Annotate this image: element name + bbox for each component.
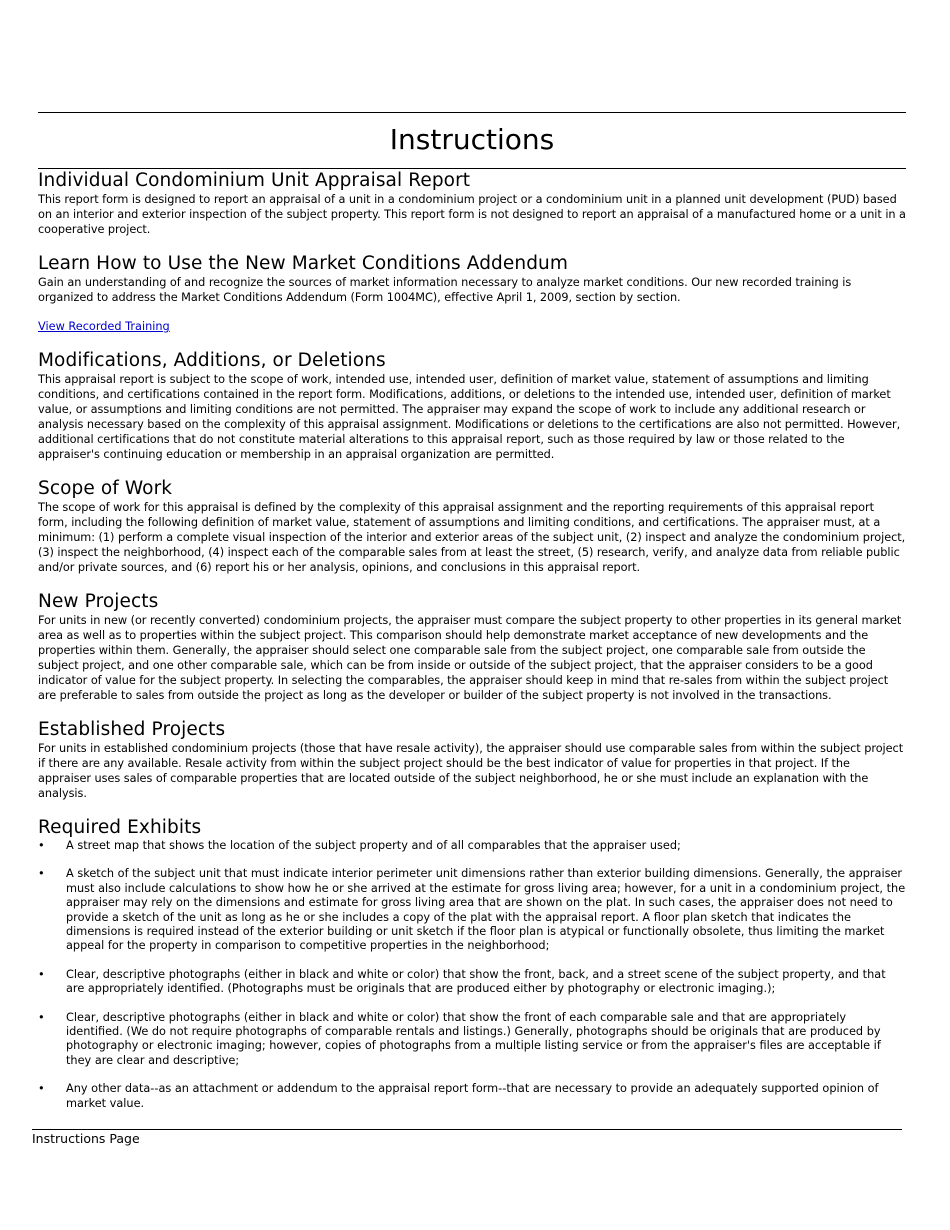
section-scope-of-work xyxy=(38,478,906,575)
section-heading: Scope of Work xyxy=(38,478,173,499)
title-divider xyxy=(38,168,906,169)
page-footer xyxy=(32,1129,902,1146)
section-required-exhibits xyxy=(38,817,906,1111)
section-market-conditions xyxy=(38,253,906,334)
footer-label: Instructions Page xyxy=(32,1131,140,1146)
section-body: This appraisal report is subject to the scope of work, intended use, intended user, definition of market value, statement of assumptions and limiting conditions, and certifications contained in the report form. Modifications, additions, or deletions to the intended use, intended user, definition of market value, or assumptions and limiting conditions are not permitted. The appraiser may expand the scope of work to include any additional research or analysis necessary based on the complexity of this appraisal assignment. Modifications or deletions to the certifications are also not permitted. However, additional certifications that do not constitute material alterations to this appraisal report, such as those required by law or those related to the appraiser's continuing education or membership in an appraisal organization are permitted. xyxy=(38,373,901,461)
section-heading: Modifications, Additions, or Deletions xyxy=(38,350,386,371)
list-item-text: Clear, descriptive photographs (either in black and white or color) that show the front, back, and a street scene of the subject property, and that are appropriately identified. (Photographs must be originals that are produced either by photography or electronic imaging.); xyxy=(66,967,886,996)
section-report-description xyxy=(38,170,906,237)
list-item xyxy=(38,1082,906,1111)
section-heading: New Projects xyxy=(38,591,159,612)
list-item xyxy=(38,867,906,953)
section-heading: Learn How to Use the New Market Conditions Addendum xyxy=(38,253,568,274)
list-item-text: A street map that shows the location of the subject property and of all comparables that the appraiser used; xyxy=(66,839,681,852)
exhibits-list xyxy=(38,839,906,1111)
section-new-projects xyxy=(38,591,906,703)
bullet: • xyxy=(38,967,45,981)
section-body: For units in new (or recently converted) condominium projects, the appraiser must compare the subject property to other properties in its general market area as well as to properties within the subject project. This comparison should help demonstrate market acceptance of new developments and the properties within them. Generally, the appraiser should select one comparable sale from the subject project, one comparable sale from outside the subject project, and one other comparable sale, which can be from inside or outside of the subject project, that the appraiser considers to be a good indicator of value for the subject property. In selecting the comparables, the appraiser should keep in mind that re-sales from within the subject project are preferable to sales from outside the project as long as the developer or builder of the subject property is not involved in the transactions. xyxy=(38,614,902,702)
list-item xyxy=(38,839,906,853)
bullet: • xyxy=(38,867,45,881)
bullet: • xyxy=(38,839,45,852)
section-modifications xyxy=(38,350,906,462)
list-item xyxy=(38,1011,906,1069)
bullet: • xyxy=(38,1082,45,1096)
list-item-text: A sketch of the subject unit that must indicate interior perimeter unit dimensions rather than exterior building dimensions. Generally, the appraiser must also include calculations to show how he or she arrived at the estimate for gross living area; however, for a unit in a condominium project, the appraiser may rely on the dimensions and estimate for gross living area that are shown on the plat. In such cases, the appraiser does not need to provide a sketch of the unit as long as he or she includes a copy of the plat with the appraisal report. A floor plan sketch that indicates the dimensions is required instead of the exterior building or unit sketch if the floor plan is atypical or functionally obsolete, thus limiting the market appeal for the property in comparison to competitive properties in the neighborhood; xyxy=(66,867,906,953)
view-recorded-training-link[interactable]: View Recorded Training xyxy=(38,320,170,333)
section-heading: Required Exhibits xyxy=(38,817,202,838)
section-established-projects xyxy=(38,719,906,801)
section-body: This report form is designed to report an appraisal of a unit in a condominium project or a condominium unit in a planned unit development (PUD) based on an interior and exterior inspection of the subject property. This report form is not designed to report an appraisal of a manufactured home or a unit in a cooperative project. xyxy=(38,193,906,236)
section-body: The scope of work for this appraisal is defined by the complexity of this appraisal assignment and the reporting requirements of this appraisal report form, including the following definition of market value, statement of assumptions and limiting conditions, and certifications. The appraiser must, at a minimum: (1) perform a complete visual inspection of the interior and exterior areas of the subject unit, (2) inspect and analyze the condominium project, (3) inspect the neighborhood, (4) inspect each of the comparable sales from at least the street, (5) research, verify, and analyze data from reliable public and/or private sources, and (6) report his or her analysis, opinions, and conclusions in this appraisal report. xyxy=(38,501,906,574)
list-item-text: Clear, descriptive photographs (either in black and white or color) that show the front of each comparable sale and that are appropriately identified. (We do not require photographs of comparable rentals and listings.) Generally, photographs should be originals that are produced by photography or electronic imaging; however, copies of photographs from a multiple listing service or from the appraiser's files are acceptable if they are clear and descriptive; xyxy=(66,1010,881,1067)
list-item-text: Any other data--as an attachment or addendum to the appraisal report form--that are necessary to provide an adequately supported opinion of market value. xyxy=(66,1082,879,1110)
bullet: • xyxy=(38,1010,45,1024)
section-body: Gain an understanding of and recognize the sources of market information necessary to analyze market conditions. Our new recorded training is organized to address the Market Conditions Addendum (Form 1004MC), effective April 1, 2009, section by section. xyxy=(38,276,852,304)
list-item xyxy=(38,968,906,997)
section-heading: Established Projects xyxy=(38,719,226,740)
page-title: Instructions xyxy=(389,123,555,156)
instructions-page xyxy=(38,112,906,1127)
section-body: For units in established condominium projects (those that have resale activity), the appraiser should use comparable sales from within the subject project if there are any available. Resale activity from within the subject project should be the best indicator of value for properties in that project. If the appraiser uses sales of comparable properties that are located outside of the subject neighborhood, he or she must include an explanation with the analysis. xyxy=(38,742,904,800)
section-heading: Individual Condominium Unit Appraisal Report xyxy=(38,170,471,191)
